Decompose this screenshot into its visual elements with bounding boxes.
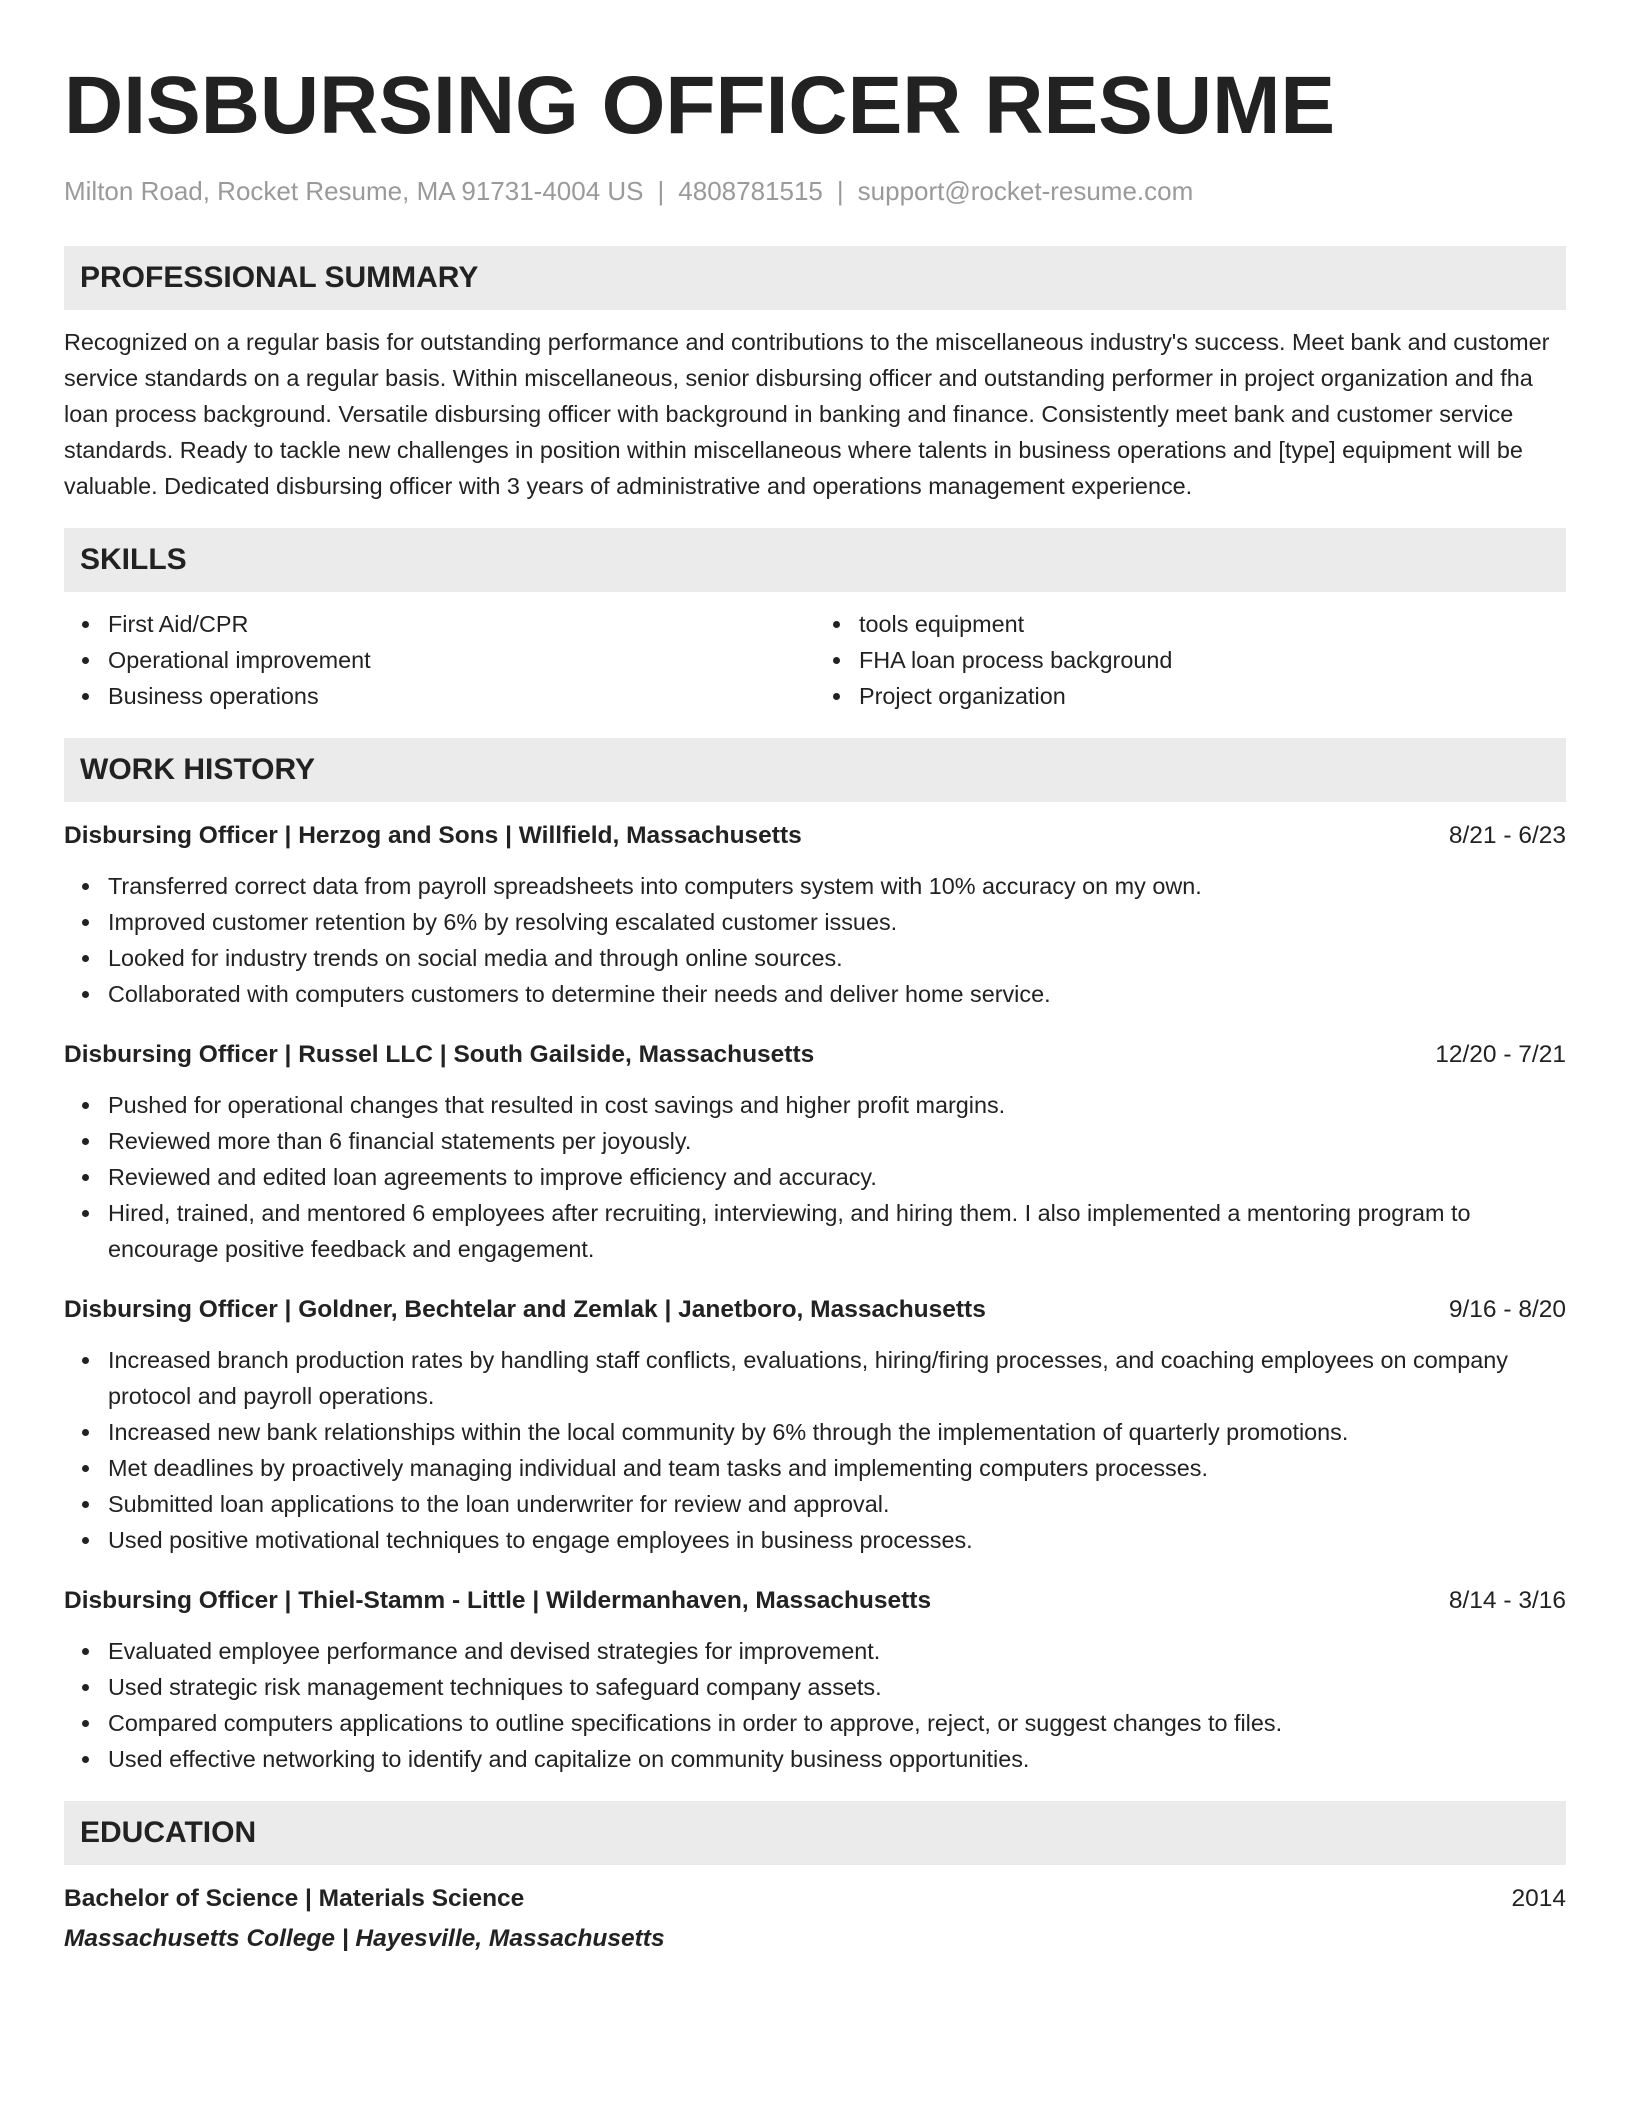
job-header [64, 1292, 1566, 1328]
education-school: Massachusetts College | Hayesville, Massachusetts [64, 1925, 665, 1952]
job-bullet: Compared computers applications to outline specifications in order to approve, reject, or suggest changes to files. [108, 1705, 1566, 1741]
job-bullets [64, 1087, 1566, 1267]
job-bullet: Submitted loan applications to the loan underwriter for review and approval. [108, 1486, 1566, 1522]
job-header [64, 1583, 1566, 1619]
job-bullets [64, 1342, 1566, 1558]
skill-item: First Aid/CPR [108, 606, 815, 642]
job-bullet: Used positive motivational techniques to engage employees in business processes. [108, 1522, 1566, 1558]
skill-item: Business operations [108, 678, 815, 714]
contact-separator: | [657, 176, 665, 206]
contact-address: Milton Road, Rocket Resume, MA 91731-4004 US [64, 176, 644, 206]
section-heading-skills: SKILLS [64, 528, 1566, 592]
job-header [64, 1037, 1566, 1073]
job-bullet: Collaborated with computers customers to determine their needs and deliver home service. [108, 976, 1566, 1012]
job-bullet: Increased new bank relationships within the local community by 6% through the implementation of quarterly promotions. [108, 1414, 1566, 1450]
contact-email: support@rocket-resume.com [857, 176, 1194, 206]
job-bullets [64, 1633, 1566, 1777]
job-bullet: Used strategic risk management techniques to safeguard company assets. [108, 1669, 1566, 1705]
job-entry [64, 818, 1566, 1012]
skills-column-left [64, 606, 815, 714]
job-entry [64, 1037, 1566, 1267]
job-bullets [64, 868, 1566, 1012]
skills-column-right [815, 606, 1566, 714]
skill-item: Project organization [859, 678, 1566, 714]
job-dates: 8/14 - 3/16 [1448, 1587, 1566, 1614]
job-header [64, 818, 1566, 854]
job-entry [64, 1583, 1566, 1777]
education-entry [64, 1881, 1566, 1957]
summary-text: Recognized on a regular basis for outstanding performance and contributions to the miscellaneous industry's success. Meet bank and customer service standards on a regular basis. Within miscellaneous, senior disbursing officer and outstanding performer in project organization and fha loan process background. Versatile disbursing officer with background in banking and finance. Consistently meet bank and customer service standards. Ready to tackle new challenges in position within miscellaneous where talents in business operations and [type] equipment will be valuable. Dedicated disbursing officer with 3 years of administrative and operations management experience. [64, 329, 1550, 499]
job-bullet: Met deadlines by proactively managing individual and team tasks and implementing computers processes. [108, 1450, 1566, 1486]
resume-title: DISBURSING OFFICER RESUME [64, 60, 1336, 151]
education-header [64, 1881, 1566, 1917]
job-title: Disbursing Officer | Russel LLC | South Gailside, Massachusetts [64, 1041, 815, 1068]
education-year: 2014 [1511, 1885, 1566, 1912]
job-title: Disbursing Officer | Herzog and Sons | Willfield, Massachusetts [64, 822, 802, 849]
section-heading-summary: PROFESSIONAL SUMMARY [64, 246, 1566, 310]
job-bullet: Hired, trained, and mentored 6 employees after recruiting, interviewing, and hiring them. I also implemented a mentoring program to encourage positive feedback and engagement. [108, 1195, 1566, 1267]
resume-page [64, 58, 1566, 1957]
job-bullet: Used effective networking to identify and capitalize on community business opportunities. [108, 1741, 1566, 1777]
job-bullet: Increased branch production rates by handling staff conflicts, evaluations, hiring/firing processes, and coaching employees on company protocol and payroll operations. [108, 1342, 1566, 1414]
job-dates: 12/20 - 7/21 [1435, 1041, 1566, 1068]
job-bullet: Evaluated employee performance and devised strategies for improvement. [108, 1633, 1566, 1669]
contact-phone: 4808781515 [678, 176, 823, 206]
contact-line [64, 174, 1566, 208]
job-bullet: Reviewed more than 6 financial statements per joyously. [108, 1123, 1566, 1159]
skill-item: FHA loan process background [859, 642, 1566, 678]
job-title: Disbursing Officer | Thiel-Stamm - Little | Wildermanhaven, Massachusetts [64, 1587, 932, 1614]
job-dates: 8/21 - 6/23 [1448, 822, 1566, 849]
job-entry [64, 1292, 1566, 1558]
job-dates: 9/16 - 8/20 [1448, 1296, 1566, 1323]
skill-item: Operational improvement [108, 642, 815, 678]
section-heading-work-history: WORK HISTORY [64, 738, 1566, 802]
job-bullet: Transferred correct data from payroll spreadsheets into computers system with 10% accuracy on my own. [108, 868, 1566, 904]
section-heading-education: EDUCATION [64, 1801, 1566, 1865]
skills-list [64, 606, 1566, 714]
job-bullet: Pushed for operational changes that resulted in cost savings and higher profit margins. [108, 1087, 1566, 1123]
contact-separator: | [836, 176, 844, 206]
education-degree: Bachelor of Science | Materials Science [64, 1885, 525, 1912]
job-title: Disbursing Officer | Goldner, Bechtelar and Zemlak | Janetboro, Massachusetts [64, 1296, 986, 1323]
job-bullet: Reviewed and edited loan agreements to improve efficiency and accuracy. [108, 1159, 1566, 1195]
skill-item: tools equipment [859, 606, 1566, 642]
job-bullet: Improved customer retention by 6% by resolving escalated customer issues. [108, 904, 1566, 940]
job-bullet: Looked for industry trends on social media and through online sources. [108, 940, 1566, 976]
